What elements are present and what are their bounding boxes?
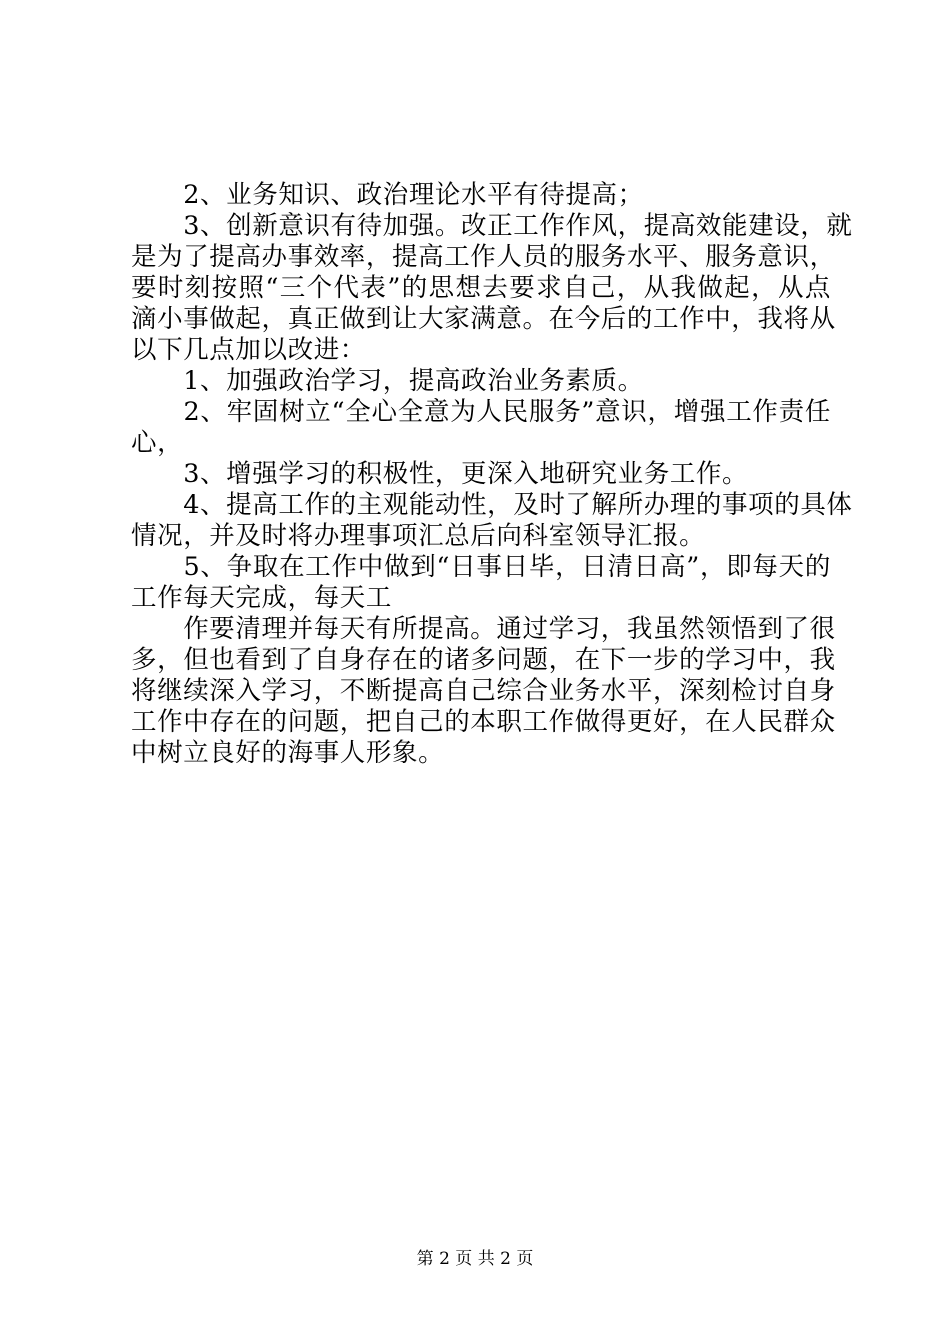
text-line: 中树立良好的海事人形象。	[131, 738, 445, 768]
text-line: 要时刻按照“三个代表”的思想去要求自己，从我做起，从点	[131, 273, 831, 303]
text-line: 心，	[131, 428, 184, 458]
text-line: 4、提高工作的主观能动性，及时了解所办理的事项的具体	[131, 490, 853, 520]
text-line: 情况，并及时将办理事项汇总后向科室领导汇报。	[131, 521, 706, 551]
text-line: 5、争取在工作中做到“日事日毕，日清日高”，即每天的	[131, 552, 831, 582]
text-line: 以下几点加以改进：	[131, 335, 366, 365]
page-number-footer: 第 2 页 共 2 页	[416, 1249, 534, 1269]
text-line: 2、业务知识、政治理论水平有待提高；	[131, 180, 644, 210]
text-line: 将继续深入学习，不断提高自己综合业务水平，深刻检讨自身	[131, 676, 836, 706]
text-line: 作要清理并每天有所提高。通过学习，我虽然领悟到了很	[131, 614, 836, 644]
text-line: 1、加强政治学习，提高政治业务素质。	[131, 366, 644, 396]
text-line: 滴小事做起，真正做到让大家满意。在今后的工作中，我将从	[131, 304, 836, 334]
text-line: 多，但也看到了自身存在的诸多问题，在下一步的学习中，我	[131, 645, 836, 675]
text-line: 2、牢固树立“全心全意为人民服务”意识，增强工作责任	[131, 397, 831, 427]
text-line: 是为了提高办事效率，提高工作人员的服务水平、服务意识，	[131, 242, 836, 272]
text-line: 工作中存在的问题，把自己的本职工作做得更好，在人民群众	[131, 707, 836, 737]
text-line: 3、创新意识有待加强。改正工作作风，提高效能建设，就	[131, 211, 853, 241]
text-line: 3、增强学习的积极性，更深入地研究业务工作。	[131, 459, 749, 489]
text-line: 工作每天完成，每天工	[131, 583, 393, 613]
